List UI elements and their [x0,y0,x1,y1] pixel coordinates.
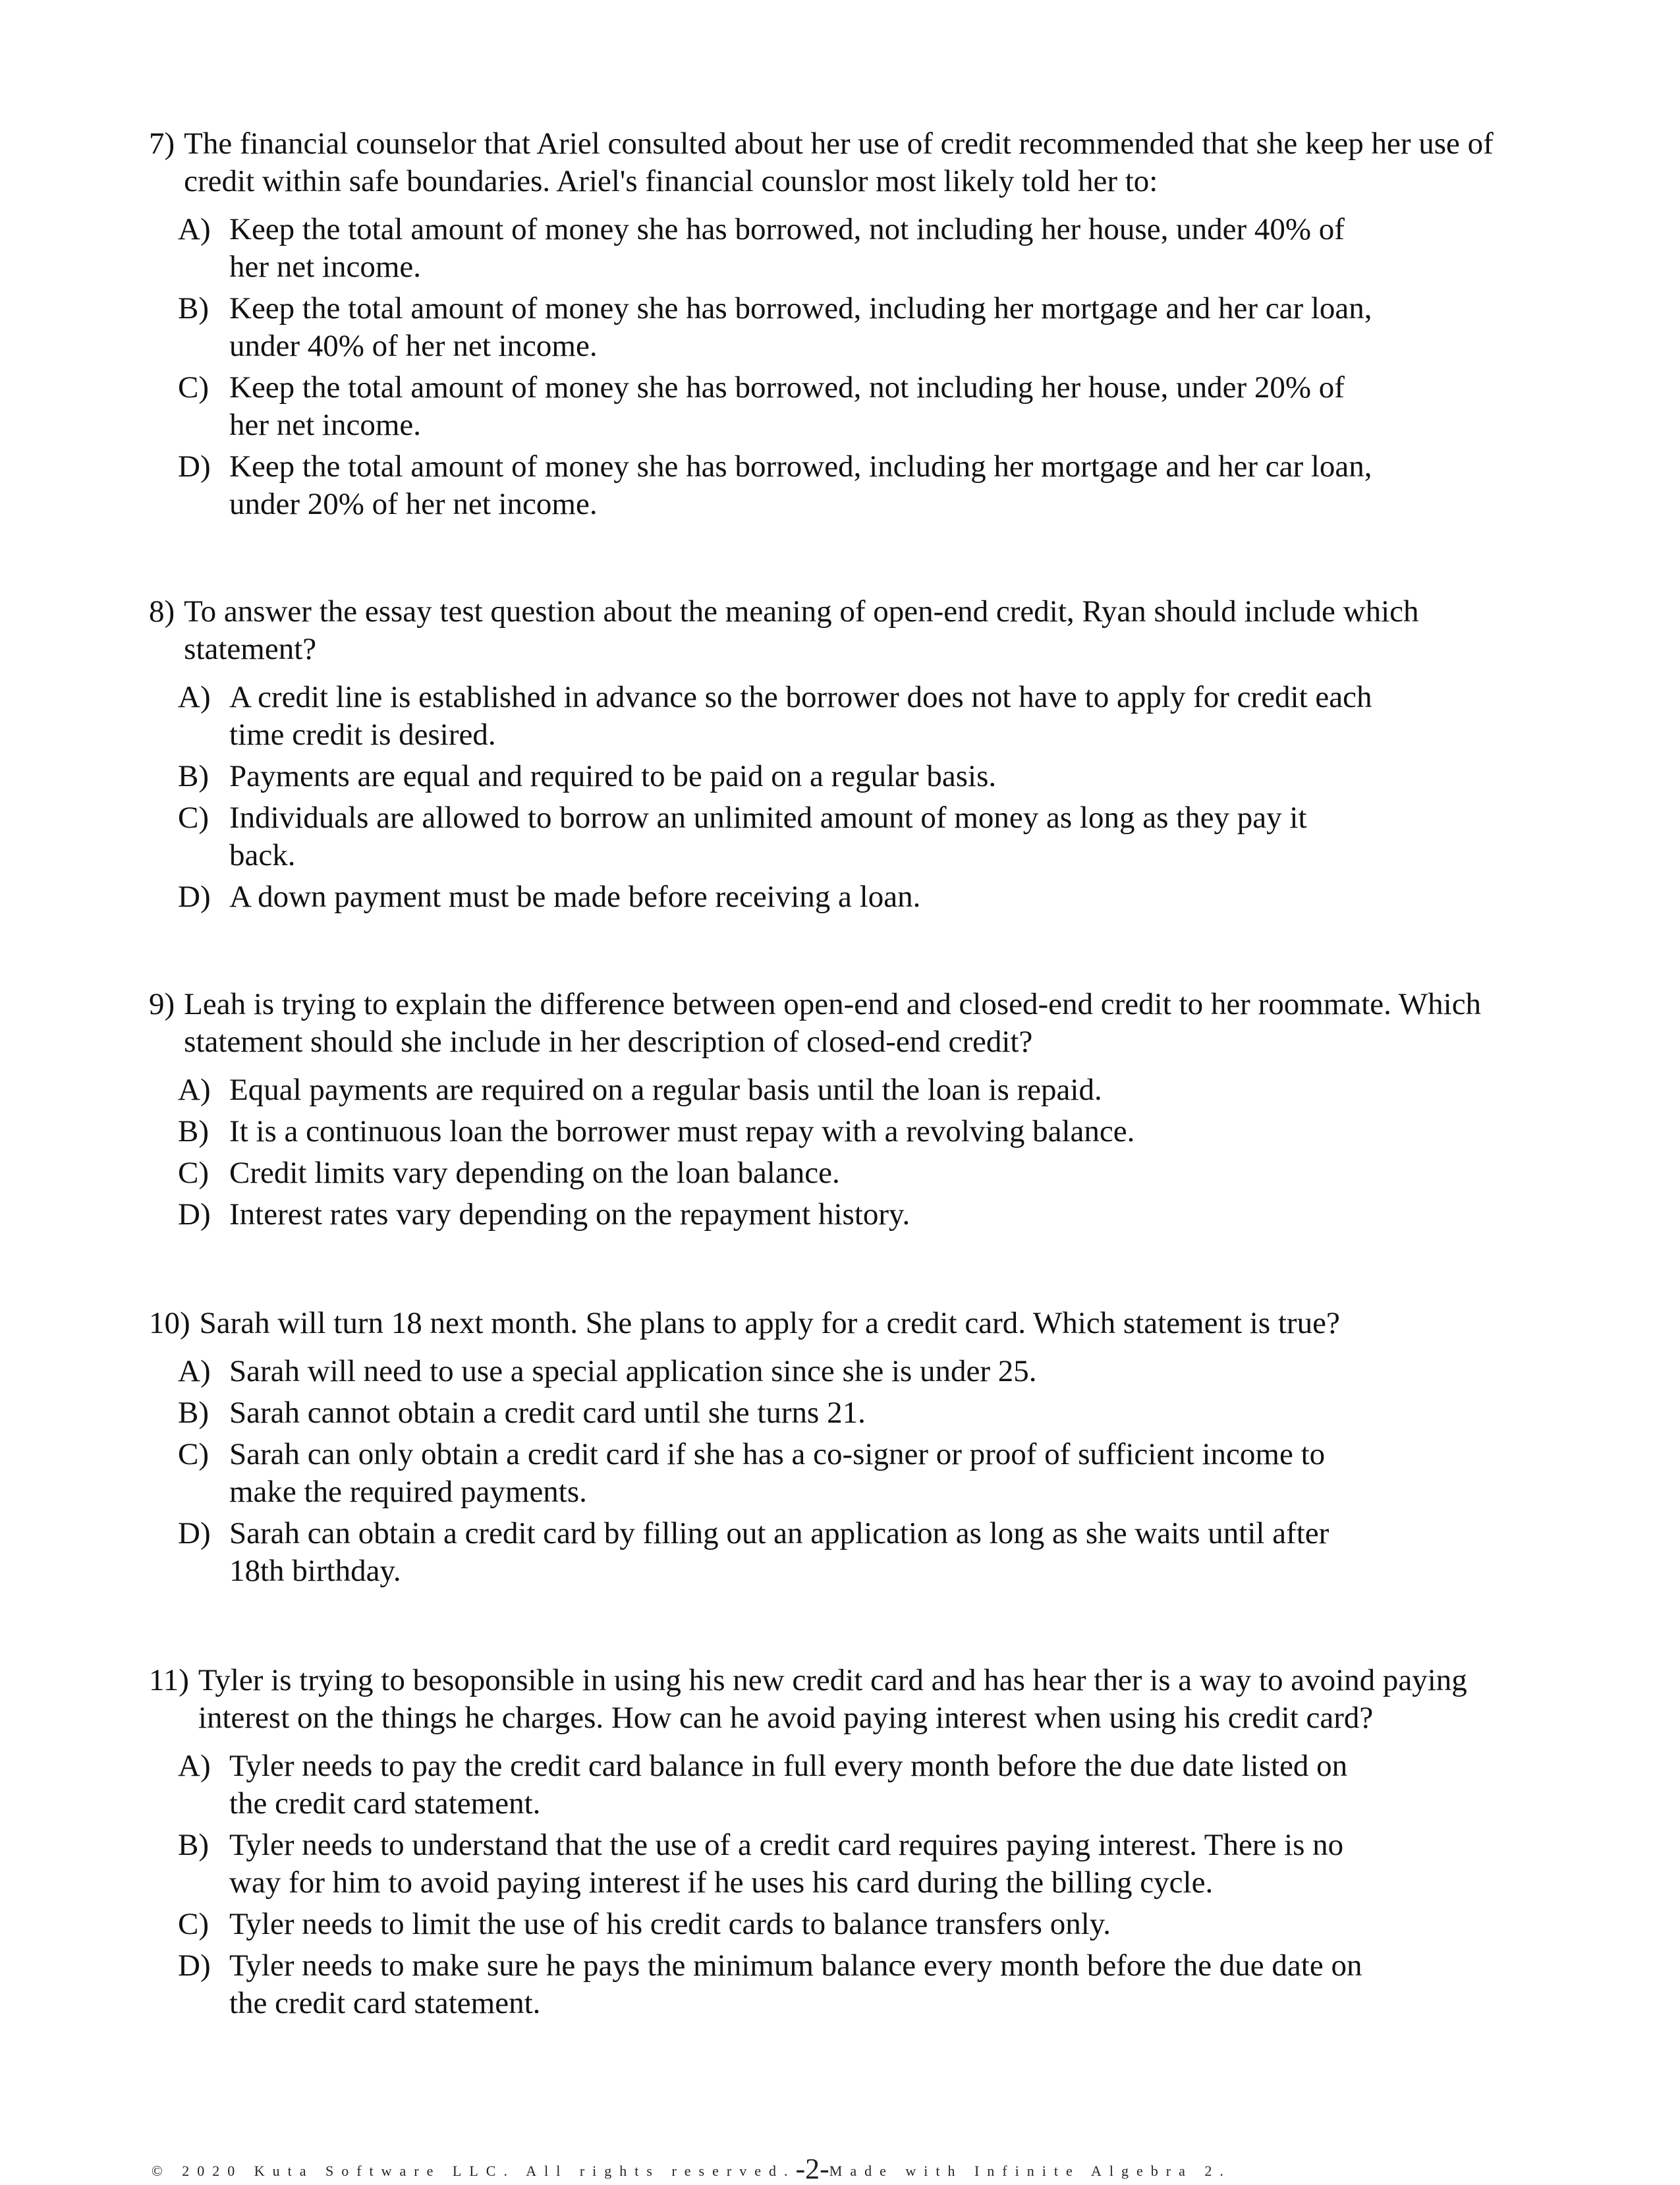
answer-choice-d[interactable] [178,1515,1416,1590]
choice-letter: C) [178,1437,209,1471]
choice-text: Sarah can obtain a credit card by filling out an application as long as she waits until after 18th birthday. [229,1516,1330,1588]
choice-text: Sarah will need to use a special application since she is under 25. [229,1354,1037,1388]
question-stem [149,1305,1519,1342]
choice-text: Tyler needs to make sure he pays the minimum balance every month before the due date on the credit card statement. [229,1948,1362,2020]
question-7 [149,125,1519,527]
answer-choice-c[interactable] [178,799,1416,874]
answer-choice-c[interactable] [178,1906,1416,1943]
answer-choice-c[interactable] [178,369,1416,444]
copyright-notice: © 2020 Kuta Software LLC. All rights reserved. [152,2163,796,2179]
answer-choice-d[interactable] [178,1196,1416,1234]
choice-letter: C) [178,801,209,835]
choice-text: Keep the total amount of money she has borrowed, including her mortgage and her car loan, under 20% of her net income. [229,449,1372,521]
choice-text: Keep the total amount of money she has borrowed, not including her house, under 20% of her net income. [229,370,1345,442]
choice-text: Sarah can only obtain a credit card if she has a co-signer or proof of sufficient income to make the required payments. [229,1437,1326,1509]
question-text: Leah is trying to explain the difference between open-end and closed-end credit to her roommate. Which statement should she include in her description of closed-end credit? [184,987,1482,1059]
question-10 [149,1305,1519,1594]
choice-text: A down payment must be made before receiving a loan. [229,880,921,914]
answer-choice-a[interactable] [178,1071,1416,1109]
question-stem [149,1662,1519,1737]
choice-letter: A) [178,1073,211,1107]
answer-choice-a[interactable] [178,679,1416,754]
answer-choice-b[interactable] [178,1113,1416,1150]
choice-text: Tyler needs to pay the credit card balance in full every month before the due date listed on the credit card statement. [229,1749,1348,1821]
question-text: The financial counselor that Ariel consulted about her use of credit recommended that she keep her use of credit within safe boundaries. Ariel's financial counslor most likely told her to: [184,127,1494,198]
choice-letter: A) [178,680,211,714]
choice-text: Interest rates vary depending on the repayment history. [229,1197,910,1232]
answer-choice-a[interactable] [178,211,1416,286]
question-11 [149,1662,1519,2026]
choice-letter: D) [178,1948,211,1983]
choice-letter: B) [178,291,209,326]
question-stem [149,125,1519,200]
choice-letter: B) [178,1114,209,1149]
choice-letter: C) [178,370,209,405]
answer-choices [178,211,1416,523]
answer-choices [178,679,1416,916]
question-number: 10) [149,1306,190,1340]
choice-text: Sarah cannot obtain a credit card until she turns 21. [229,1396,866,1430]
question-number: 11) [149,1663,189,1697]
answer-choice-b[interactable] [178,1827,1416,1902]
question-number: 9) [149,987,175,1021]
made-with-notice: Made with Infinite Algebra 2. [829,2163,1231,2179]
choice-text: Equal payments are required on a regular basis until the loan is repaid. [229,1073,1102,1107]
answer-choice-d[interactable] [178,878,1416,916]
answer-choices [178,1353,1416,1590]
answer-choice-b[interactable] [178,290,1416,365]
page-footer [152,2149,1535,2183]
question-text: To answer the essay test question about the meaning of open-end credit, Ryan should include which statement? [184,594,1419,666]
choice-letter: C) [178,1156,209,1190]
answer-choice-d[interactable] [178,448,1416,523]
question-number: 7) [149,127,175,161]
choice-letter: D) [178,449,211,484]
choice-letter: B) [178,1828,209,1862]
choice-text: Keep the total amount of money she has borrowed, not including her house, under 40% of her net income. [229,212,1345,284]
answer-choices [178,1071,1416,1234]
question-stem [149,593,1519,668]
answer-choices [178,1747,1416,2022]
question-number: 8) [149,594,175,629]
question-9 [149,986,1519,1237]
choice-text: Payments are equal and required to be paid on a regular basis. [229,759,997,793]
choice-letter: D) [178,880,211,914]
question-text: Sarah will turn 18 next month. She plans to apply for a credit card. Which statement is true? [199,1306,1340,1340]
question-8 [149,593,1519,920]
choice-letter: A) [178,1749,211,1783]
answer-choice-b[interactable] [178,758,1416,795]
choice-letter: D) [178,1197,211,1232]
choice-letter: B) [178,759,209,793]
question-stem [149,986,1519,1061]
choice-text: Individuals are allowed to borrow an unlimited amount of money as long as they pay it back. [229,801,1307,872]
choice-letter: C) [178,1907,209,1941]
choice-letter: D) [178,1516,211,1550]
choice-letter: A) [178,1354,211,1388]
choice-text: Tyler needs to understand that the use of a credit card requires paying interest. There is no way for him to avoid paying interest if he uses his card during the billing cycle. [229,1828,1344,1900]
answer-choice-a[interactable] [178,1747,1416,1823]
page-number: -2- [795,2153,829,2185]
choice-text: Keep the total amount of money she has borrowed, including her mortgage and her car loan, under 40% of her net income. [229,291,1372,363]
choice-text: Tyler needs to limit the use of his credit cards to balance transfers only. [229,1907,1111,1941]
choice-text: A credit line is established in advance so the borrower does not have to apply for credit each time credit is desired. [229,680,1372,752]
choice-letter: B) [178,1396,209,1430]
question-text: Tyler is trying to besoponsible in using his new credit card and has hear ther is a way to avoind paying interest on the things he charges. How can he avoid paying interest when using his credit card? [198,1663,1467,1735]
answer-choice-c[interactable] [178,1154,1416,1192]
answer-choice-a[interactable] [178,1353,1416,1390]
choice-text: It is a continuous loan the borrower must repay with a revolving balance. [229,1114,1135,1149]
answer-choice-b[interactable] [178,1394,1416,1432]
choice-letter: A) [178,212,211,246]
choice-text: Credit limits vary depending on the loan balance. [229,1156,840,1190]
answer-choice-d[interactable] [178,1947,1416,2022]
answer-choice-c[interactable] [178,1436,1416,1511]
